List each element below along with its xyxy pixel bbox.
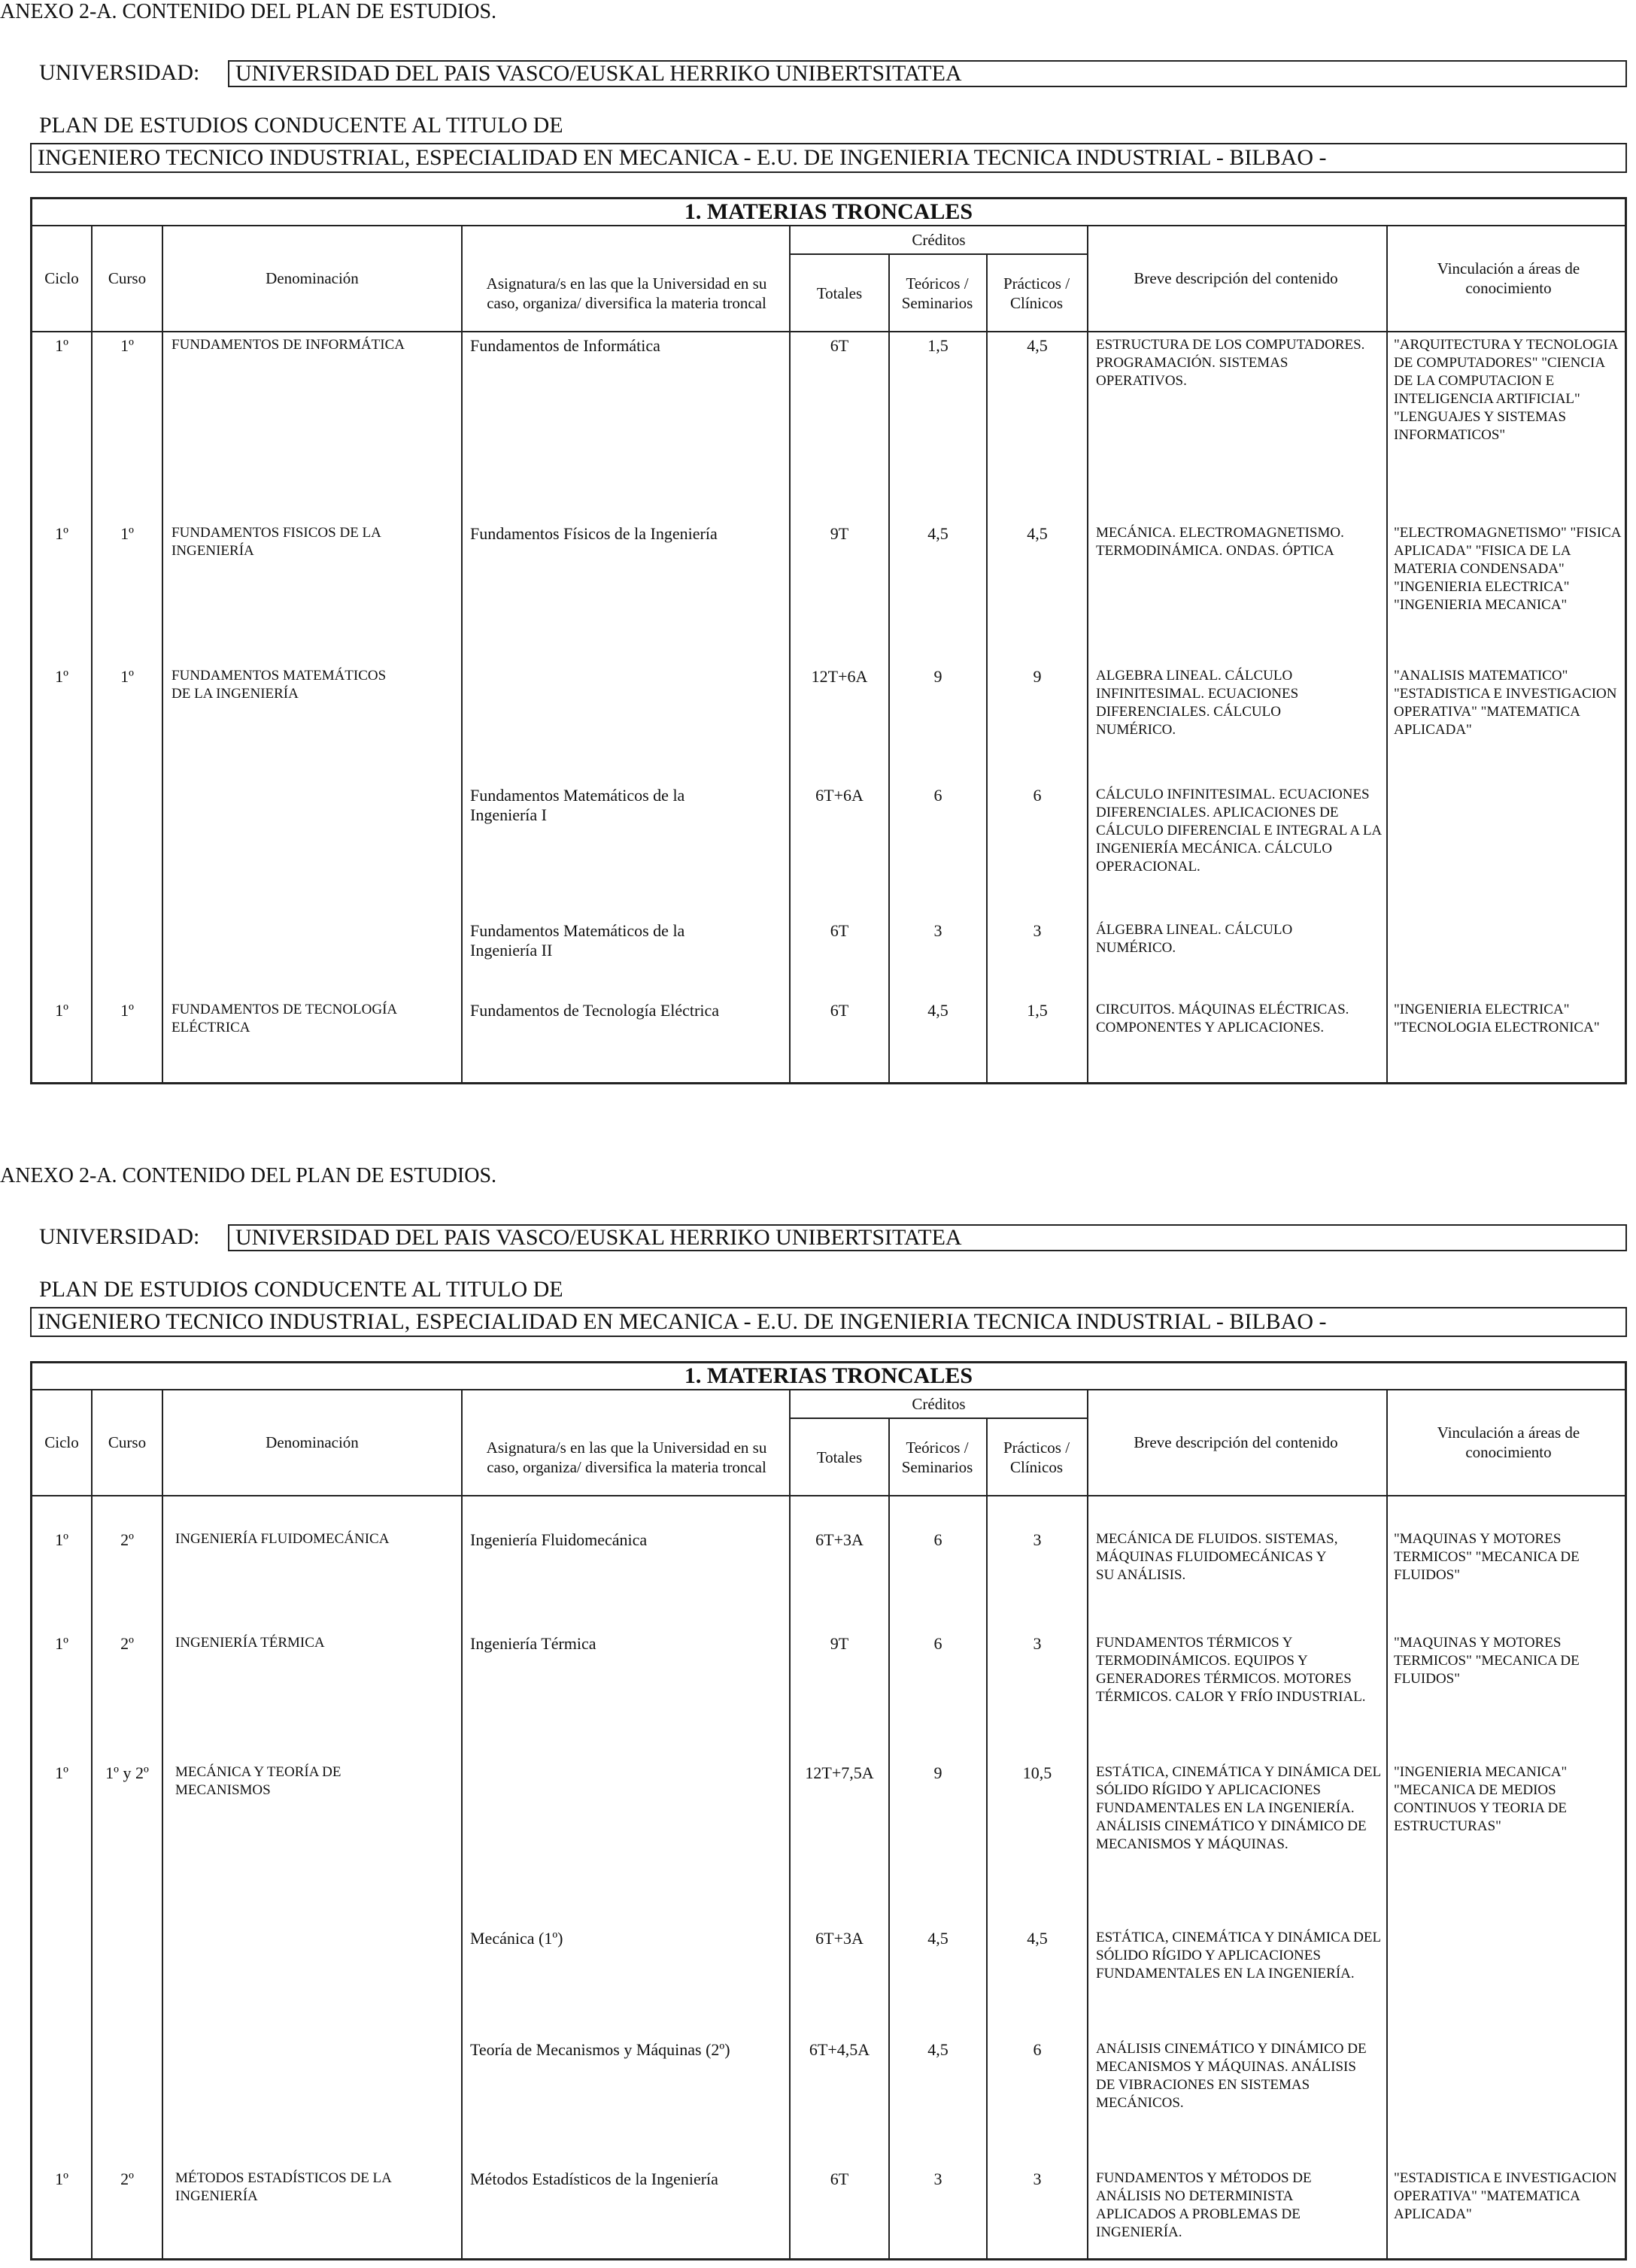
- header-vinculacion: Vinculación a áreas de conocimiento: [1437, 1424, 1580, 1461]
- row-descripcion: FUNDAMENTOS Y MÉTODOS DE ANÁLISIS NO DETERMINISTA APLICADOS A PROBLEMAS DE INGENIERÍA.: [1096, 2170, 1312, 2240]
- row-vinculacion: "MAQUINAS Y MOTORES TERMICOS" "MECANICA DE FLUIDOS": [1394, 1635, 1580, 1687]
- row-practicos: 4,5: [1027, 524, 1048, 543]
- row-denominacion: MECÁNICA Y TEORÍA DE MECANISMOS: [175, 1764, 341, 1798]
- universidad-value: UNIVERSIDAD DEL PAIS VASCO/EUSKAL HERRIKO UNIBERTSITATEA: [228, 1224, 1627, 1251]
- row-totales: 6T+6A: [815, 786, 864, 805]
- header-asignatura: Asignatura/s en las que la Universidad en su caso, organiza/ diversifica la materia troncal: [486, 274, 767, 312]
- row-teoricos: 9: [933, 1763, 942, 1782]
- row-ciclo: 1º: [55, 336, 68, 355]
- row-denominacion: FUNDAMENTOS MATEMÁTICOS DE LA INGENIERÍA: [171, 668, 387, 702]
- row-descripcion: MECÁNICA DE FLUIDOS. SISTEMAS, MÁQUINAS FLUIDOMECÁNICAS Y SU ANÁLISIS.: [1096, 1531, 1338, 1583]
- row-curso: 2º: [120, 2169, 134, 2188]
- row-asignatura: Mecánica (1º): [470, 1929, 563, 1948]
- row-practicos: 1,5: [1027, 1001, 1048, 1020]
- row-teoricos: 4,5: [927, 1929, 949, 1948]
- titulo-value: INGENIERO TECNICO INDUSTRIAL, ESPECIALIDAD EN MECANICA - E.U. DE INGENIERIA TECNICA INDUSTRIAL - BILBAO -: [30, 143, 1627, 173]
- row-asignatura: Fundamentos de Tecnología Eléctrica: [470, 1001, 719, 1020]
- row-totales: 9T: [830, 1634, 849, 1653]
- row-teoricos: 4,5: [927, 524, 949, 543]
- plan-label: PLAN DE ESTUDIOS CONDUCENTE AL TITULO DE: [39, 1277, 563, 1302]
- annex-heading: ANEXO 2-A. CONTENIDO DEL PLAN DE ESTUDIOS.: [0, 0, 497, 23]
- table-title: 1. MATERIAS TRONCALES: [32, 1363, 1625, 1390]
- row-teoricos: 6: [933, 1634, 942, 1653]
- header-creditos: Créditos: [912, 231, 966, 249]
- materias-table: [30, 197, 1627, 1084]
- row-practicos: 3: [1033, 2169, 1042, 2188]
- row-ciclo: 1º: [55, 1530, 68, 1549]
- row-denominacion: FUNDAMENTOS FISICOS DE LA INGENIERÍA: [171, 525, 381, 559]
- row-totales: 6T: [830, 2169, 849, 2188]
- header-teoricos: Teóricos / Seminarios: [901, 1439, 973, 1476]
- header-ciclo: Ciclo: [44, 1433, 79, 1451]
- row-teoricos: 4,5: [927, 1001, 949, 1020]
- row-descripcion: ÁLGEBRA LINEAL. CÁLCULO NUMÉRICO.: [1096, 922, 1293, 956]
- row-descripcion: ANÁLISIS CINEMÁTICO Y DINÁMICO DE MECANISMOS Y MÁQUINAS. ANÁLISIS DE VIBRACIONES EN SISTEMAS MECÁNICOS.: [1096, 2041, 1367, 2111]
- row-totales: 6T: [830, 1001, 849, 1020]
- row-curso: 2º: [120, 1530, 134, 1549]
- row-descripcion: ESTÁTICA, CINEMÁTICA Y DINÁMICA DEL SÓLIDO RÍGIDO Y APLICACIONES FUNDAMENTALES EN LA INGENIERÍA.: [1096, 1930, 1381, 1981]
- universidad-label: UNIVERSIDAD:: [39, 1224, 200, 1249]
- row-ciclo: 1º: [55, 1763, 68, 1782]
- row-asignatura: Teoría de Mecanismos y Máquinas (2º): [470, 2040, 730, 2059]
- header-asignatura: Asignatura/s en las que la Universidad en su caso, organiza/ diversifica la materia troncal: [486, 1439, 767, 1476]
- row-practicos: 3: [1033, 921, 1042, 940]
- row-teoricos: 3: [933, 921, 942, 940]
- row-asignatura: Fundamentos Físicos de la Ingeniería: [470, 524, 718, 543]
- row-practicos: 3: [1033, 1530, 1042, 1549]
- row-denominacion: MÉTODOS ESTADÍSTICOS DE LA INGENIERÍA: [175, 2170, 391, 2204]
- plan-section-1: [0, 0, 1636, 1090]
- row-teoricos: 4,5: [927, 2040, 949, 2059]
- row-vinculacion: "ELECTROMAGNETISMO" "FISICA APLICADA" "FISICA DE LA MATERIA CONDENSADA" "INGENIERIA ELECTRICA" "INGENIERIA MECANICA": [1394, 525, 1621, 613]
- header-descripcion: Breve descripción del contenido: [1134, 1433, 1338, 1451]
- universidad-value: UNIVERSIDAD DEL PAIS VASCO/EUSKAL HERRIKO UNIBERTSITATEA: [228, 60, 1627, 87]
- row-asignatura: Ingeniería Térmica: [470, 1634, 596, 1653]
- row-totales: 12T+7,5A: [805, 1763, 874, 1782]
- header-practicos: Prácticos / Clínicos: [1003, 274, 1070, 312]
- header-teoricos: Teóricos / Seminarios: [901, 274, 973, 312]
- row-descripcion: FUNDAMENTOS TÉRMICOS Y TERMODINÁMICOS. EQUIPOS Y GENERADORES TÉRMICOS. MOTORES TÉRMICOS. CALOR Y FRÍO INDUSTRIAL.: [1096, 1635, 1366, 1705]
- row-practicos: 6: [1033, 786, 1042, 805]
- row-descripcion: CIRCUITOS. MÁQUINAS ELÉCTRICAS. COMPONENTES Y APLICACIONES.: [1096, 1002, 1349, 1035]
- row-ciclo: 1º: [55, 1634, 68, 1653]
- row-totales: 12T+6A: [811, 667, 868, 686]
- row-practicos: 4,5: [1027, 1929, 1048, 1948]
- row-totales: 6T+4,5A: [809, 2040, 870, 2059]
- row-teoricos: 6: [933, 1530, 942, 1549]
- row-practicos: 6: [1033, 2040, 1042, 2059]
- table-title: 1. MATERIAS TRONCALES: [32, 199, 1625, 226]
- universidad-label: UNIVERSIDAD:: [39, 60, 200, 85]
- row-asignatura: Ingeniería Fluidomecánica: [470, 1530, 648, 1549]
- row-denominacion: INGENIERÍA TÉRMICA: [175, 1635, 325, 1651]
- row-totales: 6T+3A: [815, 1530, 864, 1549]
- row-denominacion: FUNDAMENTOS DE INFORMÁTICA: [171, 337, 405, 353]
- row-asignatura: Fundamentos de Informática: [470, 336, 660, 355]
- row-curso: 1º y 2º: [105, 1763, 149, 1782]
- plan-section-2: [0, 1164, 1636, 2268]
- row-descripcion: MECÁNICA. ELECTROMAGNETISMO. TERMODINÁMICA. ONDAS. ÓPTICA: [1096, 525, 1344, 559]
- header-curso: Curso: [108, 269, 147, 287]
- row-curso: 1º: [120, 1001, 134, 1020]
- annex-heading: ANEXO 2-A. CONTENIDO DEL PLAN DE ESTUDIOS.: [0, 1164, 497, 1187]
- row-denominacion: INGENIERÍA FLUIDOMECÁNICA: [175, 1531, 390, 1547]
- row-ciclo: 1º: [55, 1001, 68, 1020]
- row-practicos: 10,5: [1022, 1763, 1052, 1782]
- row-totales: 6T: [830, 921, 849, 940]
- row-practicos: 9: [1033, 667, 1042, 686]
- header-practicos: Prácticos / Clínicos: [1003, 1439, 1070, 1476]
- header-totales: Totales: [816, 284, 863, 302]
- row-ciclo: 1º: [55, 667, 68, 686]
- row-totales: 6T: [830, 336, 849, 355]
- titulo-value: INGENIERO TECNICO INDUSTRIAL, ESPECIALIDAD EN MECANICA - E.U. DE INGENIERIA TECNICA INDUSTRIAL - BILBAO -: [30, 1307, 1627, 1337]
- row-denominacion: FUNDAMENTOS DE TECNOLOGÍA ELÉCTRICA: [171, 1002, 397, 1035]
- header-descripcion: Breve descripción del contenido: [1134, 269, 1338, 287]
- row-vinculacion: "MAQUINAS Y MOTORES TERMICOS" "MECANICA DE FLUIDOS": [1394, 1531, 1580, 1583]
- row-teoricos: 1,5: [927, 336, 949, 355]
- row-teoricos: 6: [933, 786, 942, 805]
- row-descripcion: ESTÁTICA, CINEMÁTICA Y DINÁMICA DEL SÓLIDO RÍGIDO Y APLICACIONES FUNDAMENTALES EN LA INGENIERÍA. ANÁLISIS CINEMÁTICO Y DINÁMICO DE MECANISMOS Y MÁQUINAS.: [1096, 1764, 1381, 1852]
- header-ciclo: Ciclo: [44, 269, 79, 287]
- row-curso: 1º: [120, 336, 134, 355]
- row-practicos: 3: [1033, 1634, 1042, 1653]
- materias-table: [30, 1361, 1627, 2260]
- header-denominacion: Denominación: [266, 269, 359, 287]
- row-teoricos: 3: [933, 2169, 942, 2188]
- row-vinculacion: "INGENIERIA MECANICA" "MECANICA DE MEDIOS CONTINUOS Y TEORIA DE ESTRUCTURAS": [1394, 1764, 1568, 1834]
- row-ciclo: 1º: [55, 524, 68, 543]
- row-vinculacion: "INGENIERIA ELECTRICA" "TECNOLOGIA ELECTRONICA": [1394, 1002, 1600, 1035]
- row-practicos: 4,5: [1027, 336, 1048, 355]
- header-creditos: Créditos: [912, 1395, 966, 1413]
- row-descripcion: ALGEBRA LINEAL. CÁLCULO INFINITESIMAL. ECUACIONES DIFERENCIALES. CÁLCULO NUMÉRICO.: [1096, 668, 1299, 738]
- row-vinculacion: "ANALISIS MATEMATICO" "ESTADISTICA E INVESTIGACION OPERATIVA" "MATEMATICA APLICADA": [1394, 668, 1617, 738]
- row-descripcion: CÁLCULO INFINITESIMAL. ECUACIONES DIFERENCIALES. APLICACIONES DE CÁLCULO DIFERENCIAL E INTEGRAL A LA INGENIERÍA MECÁNICA. CÁLCULO OPERACIONAL.: [1096, 787, 1382, 875]
- header-curso: Curso: [108, 1433, 147, 1451]
- row-curso: 1º: [120, 667, 134, 686]
- row-curso: 2º: [120, 1634, 134, 1653]
- row-asignatura: Fundamentos Matemáticos de la Ingeniería II: [470, 921, 685, 960]
- row-vinculacion: "ESTADISTICA E INVESTIGACION OPERATIVA" "MATEMATICA APLICADA": [1394, 2170, 1617, 2222]
- row-asignatura: Fundamentos Matemáticos de la Ingeniería I: [470, 786, 685, 824]
- row-totales: 6T+3A: [815, 1929, 864, 1948]
- row-teoricos: 9: [933, 667, 942, 686]
- header-denominacion: Denominación: [266, 1433, 359, 1451]
- row-totales: 9T: [830, 524, 849, 543]
- header-totales: Totales: [816, 1448, 863, 1466]
- row-curso: 1º: [120, 524, 134, 543]
- plan-label: PLAN DE ESTUDIOS CONDUCENTE AL TITULO DE: [39, 113, 563, 138]
- row-ciclo: 1º: [55, 2169, 68, 2188]
- header-vinculacion: Vinculación a áreas de conocimiento: [1437, 259, 1580, 297]
- row-descripcion: ESTRUCTURA DE LOS COMPUTADORES. PROGRAMACIÓN. SISTEMAS OPERATIVOS.: [1096, 337, 1365, 389]
- row-vinculacion: "ARQUITECTURA Y TECNOLOGIA DE COMPUTADORES" "CIENCIA DE LA COMPUTACION E INTELIGENCIA ARTIFICIAL" "LENGUAJES Y SISTEMAS INFORMATICOS": [1394, 337, 1618, 443]
- row-asignatura: Métodos Estadísticos de la Ingeniería: [470, 2169, 718, 2188]
